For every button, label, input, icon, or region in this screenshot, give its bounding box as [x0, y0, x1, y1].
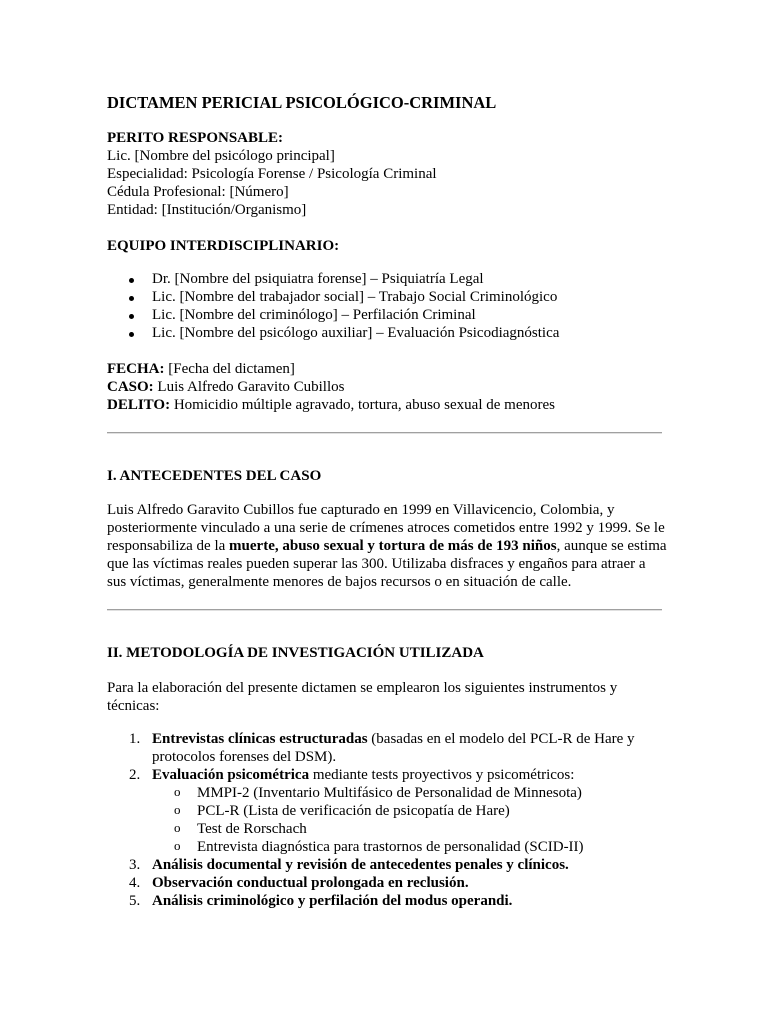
list-item: Lic. [Nombre del criminólogo] – Perfilación Criminal — [107, 306, 667, 324]
list-item — [107, 766, 667, 856]
sublist-item — [107, 820, 667, 838]
document-title: DICTAMEN PERICIAL PSICOLÓGICO-CRIMINAL — [107, 93, 497, 112]
perito-block — [107, 129, 667, 219]
perito-line: Especialidad: Psicología Forense / Psicología Criminal — [107, 166, 437, 182]
list-item: Dr. [Nombre del psiquiatra forense] – Psiquiatría Legal — [107, 270, 667, 288]
caso-value: Luis Alfredo Garavito Cubillos — [153, 379, 345, 395]
item-text: mediante tests proyectivos y psicométricos: — [309, 767, 575, 783]
item-bold-text: Análisis documental y revisión de antecedentes penales y clínicos. — [152, 857, 569, 873]
perito-line: Entidad: [Institución/Organismo] — [107, 202, 307, 218]
section-divider — [107, 432, 662, 434]
fecha-label: FECHA: — [107, 361, 165, 377]
meta-block — [107, 360, 667, 414]
list-item — [107, 730, 667, 766]
list-number: 3. — [129, 857, 141, 873]
list-item — [107, 892, 667, 910]
section-metodologia — [107, 644, 667, 910]
equipo-block — [107, 237, 667, 342]
list-number: 1. — [129, 731, 141, 747]
tests-sublist — [152, 784, 667, 856]
methods-list — [107, 730, 667, 910]
section-paragraph — [107, 501, 667, 591]
list-item: Lic. [Nombre del psicólogo auxiliar] – Evaluación Psicodiagnóstica — [107, 324, 667, 342]
list-item — [107, 856, 667, 874]
item-bold-text: Análisis criminológico y perfilación del modus operandi. — [152, 893, 513, 909]
sublist-text: Test de Rorschach — [197, 821, 307, 837]
sub-bullet: o — [174, 820, 181, 835]
sub-bullet: o — [174, 784, 181, 799]
sublist-item — [107, 784, 667, 802]
fecha-row — [107, 360, 667, 378]
document-body — [107, 93, 667, 910]
perito-heading: PERITO RESPONSABLE: — [107, 130, 284, 146]
sub-bullet: o — [174, 802, 181, 817]
delito-row — [107, 396, 667, 414]
list-number: 4. — [129, 875, 141, 891]
item-bold-text: Observación conductual prolongada en reclusión. — [152, 875, 469, 891]
sub-bullet: o — [174, 838, 181, 853]
sublist-item — [107, 802, 667, 820]
fecha-value: [Fecha del dictamen] — [164, 361, 295, 377]
sublist-item — [107, 838, 667, 856]
delito-value: Homicidio múltiple agravado, tortura, abuso sexual de menores — [170, 397, 555, 413]
caso-row — [107, 378, 667, 396]
item-text: (basadas en el modelo del PCL-R de Hare y protocolos forenses del DSM). — [152, 731, 635, 765]
caso-label: CASO: — [107, 379, 154, 395]
delito-label: DELITO: — [107, 397, 171, 413]
section-heading: I. ANTECEDENTES DEL CASO — [107, 468, 322, 484]
equipo-heading: EQUIPO INTERDISCIPLINARIO: — [107, 238, 340, 254]
list-number: 2. — [129, 767, 141, 783]
section-heading: II. METODOLOGÍA DE INVESTIGACIÓN UTILIZADA — [107, 645, 484, 661]
perito-line: Cédula Profesional: [Número] — [107, 184, 289, 200]
equipo-list — [107, 270, 667, 342]
section-antecedentes — [107, 467, 667, 591]
section-intro: Para la elaboración del presente dictamen se emplearon los siguientes instrumentos y técnicas: — [107, 680, 618, 714]
item-bold-text: Entrevistas clínicas estructuradas — [152, 731, 368, 747]
section-divider — [107, 609, 662, 611]
paragraph-text: , aunque se estima que las víctimas reales pueden superar las 300. Utilizaba disfraces y engaños para atraer a sus víctimas, generalmente menores de bajos recursos o en situación de calle. — [107, 538, 667, 590]
sublist-text: MMPI-2 (Inventario Multifásico de Personalidad de Minnesota) — [197, 785, 582, 801]
paragraph-text: Luis Alfredo Garavito Cubillos fue capturado en 1999 en Villavicencio, Colombia, y posteriormente vinculado a una serie de crímenes atroces cometidos entre 1992 y 1999. Se le responsabiliza de la — [107, 502, 665, 554]
list-number: 5. — [129, 893, 141, 909]
sublist-text: Entrevista diagnóstica para trastornos de personalidad (SCID-II) — [197, 839, 584, 855]
item-bold-text: Evaluación psicométrica — [152, 767, 310, 783]
list-item — [107, 874, 667, 892]
sublist-text: PCL-R (Lista de verificación de psicopatía de Hare) — [197, 803, 510, 819]
list-item: Lic. [Nombre del trabajador social] – Trabajo Social Criminológico — [107, 288, 667, 306]
paragraph-bold-text: muerte, abuso sexual y tortura de más de 193 niños — [229, 538, 557, 554]
perito-line: Lic. [Nombre del psicólogo principal] — [107, 148, 335, 164]
